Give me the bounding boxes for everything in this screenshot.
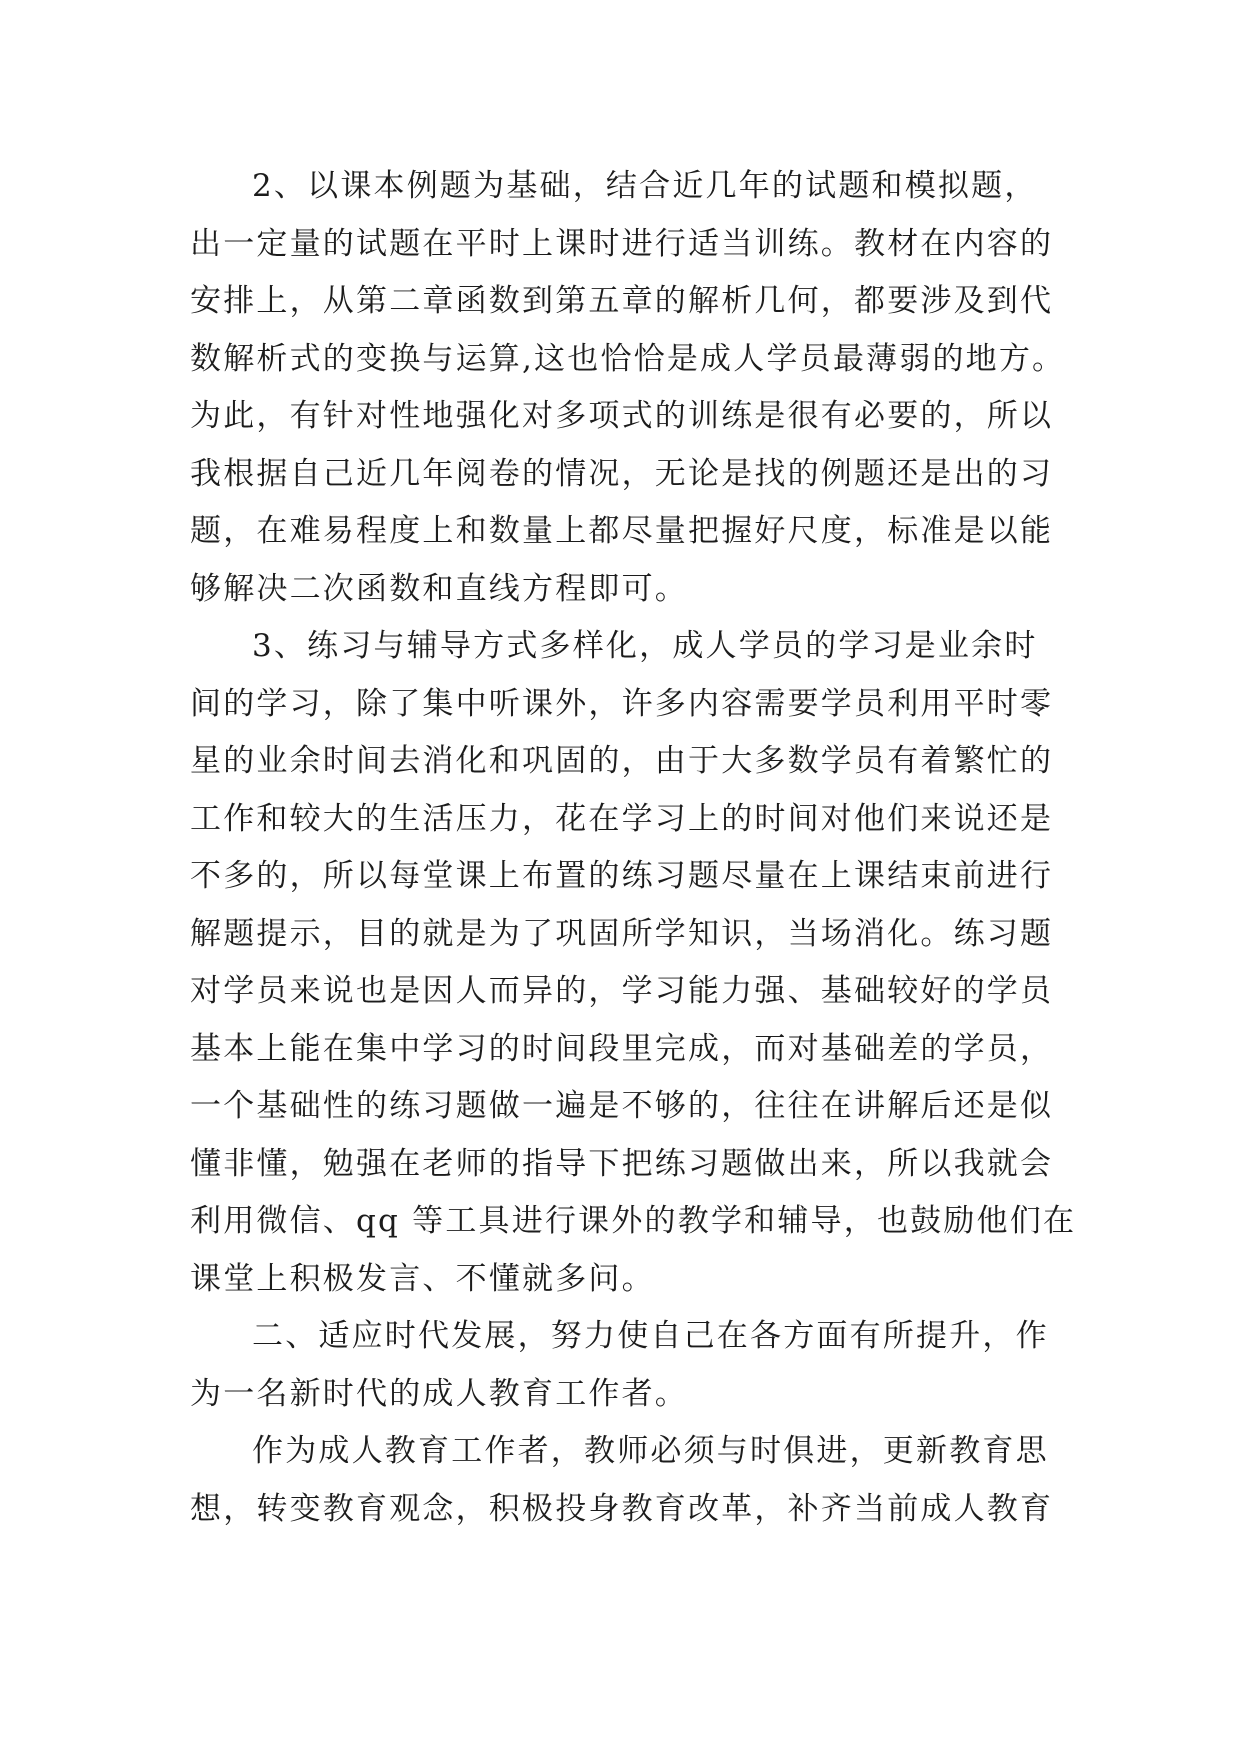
paragraph-line: 作为成人教育工作者，教师必须与时俱进，更新教育思 [252, 1433, 1049, 1469]
paragraph-line: 2、以课本例题为基础，结合近几年的试题和模拟题， [252, 168, 1038, 204]
paragraph-line: 对学员来说也是因人而异的，学习能力强、基础较好的学员 [190, 973, 1054, 1009]
paragraph-line: 利用微信、qq 等工具进行课外的教学和辅导，也鼓励他们在 [190, 1203, 1077, 1239]
paragraph-line: 间的学习，除了集中听课外，许多内容需要学员利用平时零 [190, 685, 1054, 722]
section-heading-2 [190, 1308, 1070, 1423]
paragraph-adult-educator [190, 1423, 1070, 1538]
heading-line: 为一名新时代的成人教育工作者。 [190, 1375, 688, 1412]
paragraph-3-practice-tutoring [190, 618, 1077, 1308]
paragraph-line: 懂非懂，勉强在老师的指导下把练习题做出来，所以我就会 [190, 1145, 1054, 1182]
paragraph-line: 课堂上积极发言、不懂就多问。 [190, 1260, 655, 1297]
paragraph-line: 出一定量的试题在平时上课时进行适当训练。教材在内容的 [190, 225, 1054, 262]
paragraph-line: 数解析式的变换与运算,这也恰恰是成人学员最薄弱的地方。 [190, 340, 1066, 377]
paragraph-line: 题，在难易程度上和数量上都尽量把握好尺度，标准是以能 [190, 513, 1054, 549]
paragraph-line: 不多的，所以每堂课上布置的练习题尽量在上课结束前进行 [190, 858, 1054, 894]
paragraph-line: 3、练习与辅导方式多样化，成人学员的学习是业余时 [252, 628, 1038, 664]
paragraph-2-example-problems [190, 158, 1070, 618]
document-body [190, 158, 1077, 1538]
paragraph-line: 我根据自己近几年阅卷的情况，无论是找的例题还是出的习 [190, 455, 1054, 492]
paragraph-line: 星的业余时间去消化和巩固的，由于大多数学员有着繁忙的 [190, 743, 1054, 779]
paragraph-line: 解题提示，目的就是为了巩固所学知识，当场消化。练习题 [190, 915, 1054, 952]
paragraph-line: 工作和较大的生活压力，花在学习上的时间对他们来说还是 [190, 800, 1054, 837]
paragraph-line: 安排上，从第二章函数到第五章的解析几何，都要涉及到代 [190, 283, 1054, 319]
paragraph-line: 想，转变教育观念，积极投身教育改革，补齐当前成人教育 [190, 1490, 1054, 1527]
heading-line: 二、适应时代发展，努力使自己在各方面有所提升，作 [252, 1318, 1049, 1354]
paragraph-line: 一个基础性的练习题做一遍是不够的，往往在讲解后还是似 [190, 1088, 1054, 1124]
paragraph-line: 为此，有针对性地强化对多项式的训练是很有必要的，所以 [190, 398, 1054, 434]
paragraph-line: 够解决二次函数和直线方程即可。 [190, 570, 688, 607]
paragraph-line: 基本上能在集中学习的时间段里完成，而对基础差的学员， [190, 1030, 1054, 1067]
